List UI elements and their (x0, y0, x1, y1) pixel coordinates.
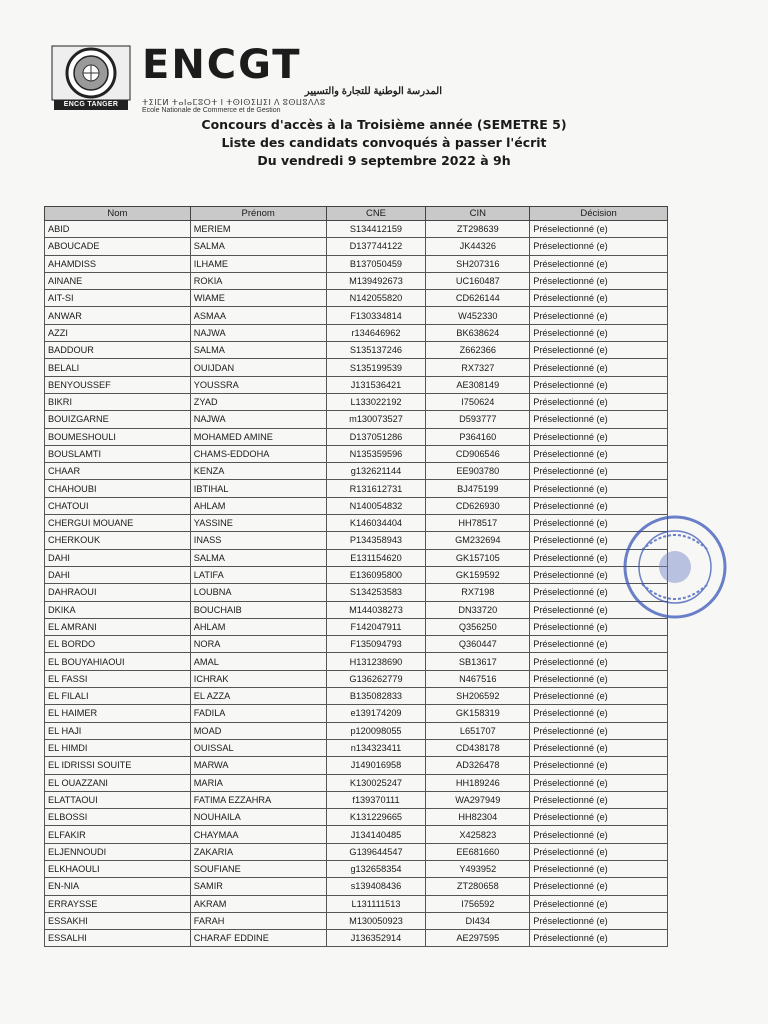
decision-cell: Préselectionné (e) (530, 878, 668, 895)
cin-cell: GK159592 (426, 566, 530, 583)
cne-cell: K131229665 (326, 809, 426, 826)
cne-cell: s139408436 (326, 878, 426, 895)
cne-cell: R131612731 (326, 480, 426, 497)
table-row (45, 497, 668, 514)
table-row (45, 653, 668, 670)
table-row (45, 428, 668, 445)
cin-cell: Q360447 (426, 636, 530, 653)
nom-cell: EL IDRISSI SOUITE (45, 757, 191, 774)
cne-cell: J149016958 (326, 757, 426, 774)
cin-cell: AD326478 (426, 757, 530, 774)
nom-cell: CHAHOUBI (45, 480, 191, 497)
cin-cell: AE308149 (426, 376, 530, 393)
title-line-1: Concours d'accès à la Troisième année (SEMETRE 5) (201, 117, 567, 132)
cin-cell: SB13617 (426, 653, 530, 670)
column-header-cne: CNE (326, 207, 426, 221)
cne-cell: M139492673 (326, 272, 426, 289)
cne-cell: K146034404 (326, 515, 426, 532)
cne-cell: S134412159 (326, 221, 426, 238)
table-row (45, 809, 668, 826)
decision-cell: Préselectionné (e) (530, 688, 668, 705)
cin-cell: CD906546 (426, 445, 530, 462)
table-row (45, 826, 668, 843)
nom-cell: ANWAR (45, 307, 191, 324)
decision-cell: Préselectionné (e) (530, 843, 668, 860)
nom-cell: EN-NIA (45, 878, 191, 895)
table-row (45, 930, 668, 947)
decision-cell: Préselectionné (e) (530, 359, 668, 376)
table-row (45, 393, 668, 410)
nom-cell: EL FASSI (45, 670, 191, 687)
prenom-cell: CHARAF EDDINE (190, 930, 326, 947)
nom-cell: AZZI (45, 324, 191, 341)
nom-cell: CHERKOUK (45, 532, 191, 549)
decision-cell: Préselectionné (e) (530, 342, 668, 359)
nom-cell: EL BORDO (45, 636, 191, 653)
cin-cell: BK638624 (426, 324, 530, 341)
nom-cell: AINANE (45, 272, 191, 289)
prenom-cell: FARAH (190, 912, 326, 929)
nom-cell: DAHRAOUI (45, 584, 191, 601)
decision-cell: Préselectionné (e) (530, 324, 668, 341)
prenom-cell: LOUBNA (190, 584, 326, 601)
nom-cell: EL HAJI (45, 722, 191, 739)
decision-cell: Préselectionné (e) (530, 272, 668, 289)
cne-cell: S135199539 (326, 359, 426, 376)
cin-cell: L651707 (426, 722, 530, 739)
cin-cell: D593777 (426, 411, 530, 428)
cne-cell: J136352914 (326, 930, 426, 947)
cin-cell: Y493952 (426, 860, 530, 877)
cin-cell: I756592 (426, 895, 530, 912)
table-row (45, 324, 668, 341)
decision-cell: Préselectionné (e) (530, 255, 668, 272)
table-row (45, 549, 668, 566)
prenom-cell: ASMAA (190, 307, 326, 324)
table-row (45, 515, 668, 532)
prenom-cell: NAJWA (190, 411, 326, 428)
cin-cell: EE903780 (426, 463, 530, 480)
cne-cell: f139370111 (326, 791, 426, 808)
table-row (45, 307, 668, 324)
cin-cell: CD626930 (426, 497, 530, 514)
decision-cell: Préselectionné (e) (530, 670, 668, 687)
decision-cell: Préselectionné (e) (530, 221, 668, 238)
school-header (50, 42, 510, 114)
cne-cell: g132621144 (326, 463, 426, 480)
cne-cell: S134253583 (326, 584, 426, 601)
decision-cell: Préselectionné (e) (530, 307, 668, 324)
cne-cell: K130025247 (326, 774, 426, 791)
cne-cell: E131154620 (326, 549, 426, 566)
table-row (45, 895, 668, 912)
nom-cell: ABID (45, 221, 191, 238)
cne-cell: J134140485 (326, 826, 426, 843)
decision-cell: Préselectionné (e) (530, 290, 668, 307)
prenom-cell: ROKIA (190, 272, 326, 289)
cne-cell: F130334814 (326, 307, 426, 324)
decision-cell: Préselectionné (e) (530, 705, 668, 722)
cin-cell: JK44326 (426, 238, 530, 255)
prenom-cell: MOAD (190, 722, 326, 739)
decision-cell: Préselectionné (e) (530, 480, 668, 497)
prenom-cell: ICHRAK (190, 670, 326, 687)
decision-cell: Préselectionné (e) (530, 515, 668, 532)
prenom-cell: LATIFA (190, 566, 326, 583)
table-row (45, 238, 668, 255)
table-row (45, 584, 668, 601)
nom-cell: BOUIZGARNE (45, 411, 191, 428)
nom-cell: ELKHAOULI (45, 860, 191, 877)
column-header-decision: Décision (530, 207, 668, 221)
prenom-cell: SALMA (190, 238, 326, 255)
prenom-cell: ILHAME (190, 255, 326, 272)
title-line-3: Du vendredi 9 septembre 2022 à 9h (257, 153, 511, 168)
table-row (45, 445, 668, 462)
prenom-cell: SAMIR (190, 878, 326, 895)
prenom-cell: MOHAMED AMINE (190, 428, 326, 445)
cin-cell: Q356250 (426, 618, 530, 635)
prenom-cell: YOUSSRA (190, 376, 326, 393)
nom-cell: ESSAKHI (45, 912, 191, 929)
decision-cell: Préselectionné (e) (530, 549, 668, 566)
table-row (45, 618, 668, 635)
cne-cell: B135082833 (326, 688, 426, 705)
table-row (45, 411, 668, 428)
prenom-cell: INASS (190, 532, 326, 549)
cin-cell: GK157105 (426, 549, 530, 566)
decision-cell: Préselectionné (e) (530, 601, 668, 618)
nom-cell: BOUMESHOULI (45, 428, 191, 445)
prenom-cell: BOUCHAIB (190, 601, 326, 618)
prenom-cell: ZYAD (190, 393, 326, 410)
cin-cell: RX7327 (426, 359, 530, 376)
cin-cell: UC160487 (426, 272, 530, 289)
document-titles (0, 116, 768, 170)
prenom-cell: CHAMS-EDDOHA (190, 445, 326, 462)
decision-cell: Préselectionné (e) (530, 791, 668, 808)
decision-cell: Préselectionné (e) (530, 636, 668, 653)
cne-cell: g132658354 (326, 860, 426, 877)
table-row (45, 757, 668, 774)
table-row (45, 376, 668, 393)
column-header-nom: Nom (45, 207, 191, 221)
prenom-cell: IBTIHAL (190, 480, 326, 497)
cin-cell: X425823 (426, 826, 530, 843)
cin-cell: SH206592 (426, 688, 530, 705)
decision-cell: Préselectionné (e) (530, 618, 668, 635)
cin-cell: CD626144 (426, 290, 530, 307)
prenom-cell: NOUHAILA (190, 809, 326, 826)
cin-cell: W452330 (426, 307, 530, 324)
table-row (45, 255, 668, 272)
cin-cell: WA297949 (426, 791, 530, 808)
prenom-cell: NORA (190, 636, 326, 653)
table-row (45, 912, 668, 929)
decision-cell: Préselectionné (e) (530, 930, 668, 947)
table-row (45, 705, 668, 722)
prenom-cell: MARIA (190, 774, 326, 791)
cne-cell: H131238690 (326, 653, 426, 670)
table-row (45, 774, 668, 791)
nom-cell: AHAMDISS (45, 255, 191, 272)
cne-cell: P134358943 (326, 532, 426, 549)
prenom-cell: FATIMA EZZAHRA (190, 791, 326, 808)
prenom-cell: SALMA (190, 549, 326, 566)
cin-cell: I750624 (426, 393, 530, 410)
cne-cell: M144038273 (326, 601, 426, 618)
cne-cell: S135137246 (326, 342, 426, 359)
title-line-2: Liste des candidats convoqués à passer l'écrit (221, 135, 547, 150)
table-row (45, 688, 668, 705)
cne-cell: N135359596 (326, 445, 426, 462)
arabic-school-name: المدرسة الوطنية للتجارة والتسيير (304, 86, 442, 97)
nom-cell: EL FILALI (45, 688, 191, 705)
prenom-cell: AHLAM (190, 497, 326, 514)
nom-cell: DAHI (45, 549, 191, 566)
nom-cell: CHAAR (45, 463, 191, 480)
cin-cell: HH78517 (426, 515, 530, 532)
decision-cell: Préselectionné (e) (530, 912, 668, 929)
decision-cell: Préselectionné (e) (530, 895, 668, 912)
decision-cell: Préselectionné (e) (530, 860, 668, 877)
table-header-row (45, 207, 668, 221)
decision-cell: Préselectionné (e) (530, 463, 668, 480)
nom-cell: BOUSLAMTI (45, 445, 191, 462)
nom-cell: ELFAKIR (45, 826, 191, 843)
table-row (45, 636, 668, 653)
brand-name: ENCGT (142, 42, 302, 88)
cne-cell: m130073527 (326, 411, 426, 428)
prenom-cell: AHLAM (190, 618, 326, 635)
cin-cell: ZT298639 (426, 221, 530, 238)
nom-cell: BELALI (45, 359, 191, 376)
nom-cell: EL OUAZZANI (45, 774, 191, 791)
cin-cell: SH207316 (426, 255, 530, 272)
table-row (45, 670, 668, 687)
cin-cell: CD438178 (426, 739, 530, 756)
prenom-cell: OUISSAL (190, 739, 326, 756)
cin-cell: AE297595 (426, 930, 530, 947)
cin-cell: GK158319 (426, 705, 530, 722)
cne-cell: r134646962 (326, 324, 426, 341)
prenom-cell: ZAKARIA (190, 843, 326, 860)
nom-cell: ERRAYSSE (45, 895, 191, 912)
cin-cell: HH82304 (426, 809, 530, 826)
table-row (45, 221, 668, 238)
decision-cell: Préselectionné (e) (530, 739, 668, 756)
cne-cell: G136262779 (326, 670, 426, 687)
prenom-cell: MERIEM (190, 221, 326, 238)
decision-cell: Préselectionné (e) (530, 238, 668, 255)
cne-cell: n134323411 (326, 739, 426, 756)
column-header-cin: CIN (426, 207, 530, 221)
table-row (45, 878, 668, 895)
column-header-prenom: Prénom (190, 207, 326, 221)
decision-cell: Préselectionné (e) (530, 722, 668, 739)
table-row (45, 463, 668, 480)
cne-cell: F142047911 (326, 618, 426, 635)
cin-cell: DI434 (426, 912, 530, 929)
cin-cell: HH189246 (426, 774, 530, 791)
table-row (45, 290, 668, 307)
nom-cell: ELATTAOUI (45, 791, 191, 808)
decision-cell: Préselectionné (e) (530, 376, 668, 393)
nom-cell: ABOUCADE (45, 238, 191, 255)
cne-cell: G139644547 (326, 843, 426, 860)
prenom-cell: WIAME (190, 290, 326, 307)
table-row (45, 342, 668, 359)
decision-cell: Préselectionné (e) (530, 774, 668, 791)
decision-cell: Préselectionné (e) (530, 532, 668, 549)
nom-cell: ESSALHI (45, 930, 191, 947)
decision-cell: Préselectionné (e) (530, 411, 668, 428)
prenom-cell: SOUFIANE (190, 860, 326, 877)
decision-cell: Préselectionné (e) (530, 653, 668, 670)
cin-cell: DN33720 (426, 601, 530, 618)
cne-cell: M130050923 (326, 912, 426, 929)
decision-cell: Préselectionné (e) (530, 393, 668, 410)
nom-cell: BENYOUSSEF (45, 376, 191, 393)
nom-cell: ELJENNOUDI (45, 843, 191, 860)
cin-cell: GM232694 (426, 532, 530, 549)
table-row (45, 532, 668, 549)
cne-cell: N140054832 (326, 497, 426, 514)
table-row (45, 601, 668, 618)
prenom-cell: NAJWA (190, 324, 326, 341)
cin-cell: ZT280658 (426, 878, 530, 895)
nom-cell: DKIKA (45, 601, 191, 618)
cne-cell: J131536421 (326, 376, 426, 393)
table-row (45, 860, 668, 877)
cin-cell: P364160 (426, 428, 530, 445)
table-row (45, 480, 668, 497)
decision-cell: Préselectionné (e) (530, 497, 668, 514)
cne-cell: F135094793 (326, 636, 426, 653)
nom-cell: EL HAIMER (45, 705, 191, 722)
nom-cell: BADDOUR (45, 342, 191, 359)
table-row (45, 791, 668, 808)
cin-cell: BJ475199 (426, 480, 530, 497)
prenom-cell: FADILA (190, 705, 326, 722)
prenom-cell: AMAL (190, 653, 326, 670)
nom-cell: EL BOUYAHIAOUI (45, 653, 191, 670)
nom-cell: EL HIMDI (45, 739, 191, 756)
cne-cell: E136095800 (326, 566, 426, 583)
nom-cell: EL AMRANI (45, 618, 191, 635)
nom-cell: CHATOUI (45, 497, 191, 514)
nom-cell: AIT-SI (45, 290, 191, 307)
decision-cell: Préselectionné (e) (530, 757, 668, 774)
cin-cell: EE681660 (426, 843, 530, 860)
table-row (45, 272, 668, 289)
prenom-cell: OUIJDAN (190, 359, 326, 376)
table-row (45, 359, 668, 376)
prenom-cell: SALMA (190, 342, 326, 359)
nom-cell: DAHI (45, 566, 191, 583)
prenom-cell: MARWA (190, 757, 326, 774)
nom-cell: ELBOSSI (45, 809, 191, 826)
decision-cell: Préselectionné (e) (530, 428, 668, 445)
official-stamp-icon (620, 512, 730, 622)
cne-cell: e139174209 (326, 705, 426, 722)
cin-cell: Z662366 (426, 342, 530, 359)
logo-caption: ENCG TANGER (54, 100, 128, 110)
tifinagh-school-name: ⵜⵉⵏⵎⵍ ⵜⴰⵏⴰⵎⵓⵔⵜ ⵏ ⵜⵙⵏⵙⵉⵡⵉⵏ ⴷ ⵓⵙⵡⵓⴷⴷⵓ (142, 98, 326, 107)
prenom-cell: AKRAM (190, 895, 326, 912)
french-school-name: Ecole Nationale de Commerce et de Gestion (142, 107, 281, 114)
cin-cell: N467516 (426, 670, 530, 687)
cne-cell: N142055820 (326, 290, 426, 307)
table-row (45, 722, 668, 739)
cin-cell: RX7198 (426, 584, 530, 601)
table-row (45, 843, 668, 860)
prenom-cell: CHAYMAA (190, 826, 326, 843)
prenom-cell: YASSINE (190, 515, 326, 532)
prenom-cell: EL AZZA (190, 688, 326, 705)
cne-cell: p120098055 (326, 722, 426, 739)
cne-cell: D137051286 (326, 428, 426, 445)
table-row (45, 739, 668, 756)
decision-cell: Préselectionné (e) (530, 445, 668, 462)
table-body (45, 221, 668, 947)
decision-cell: Préselectionné (e) (530, 826, 668, 843)
prenom-cell: KENZA (190, 463, 326, 480)
decision-cell: Préselectionné (e) (530, 566, 668, 583)
cne-cell: B137050459 (326, 255, 426, 272)
cne-cell: L133022192 (326, 393, 426, 410)
nom-cell: BIKRI (45, 393, 191, 410)
decision-cell: Préselectionné (e) (530, 584, 668, 601)
cne-cell: L131111513 (326, 895, 426, 912)
nom-cell: CHERGUI MOUANE (45, 515, 191, 532)
cne-cell: D137744122 (326, 238, 426, 255)
table-row (45, 566, 668, 583)
candidates-table (44, 206, 668, 947)
decision-cell: Préselectionné (e) (530, 809, 668, 826)
